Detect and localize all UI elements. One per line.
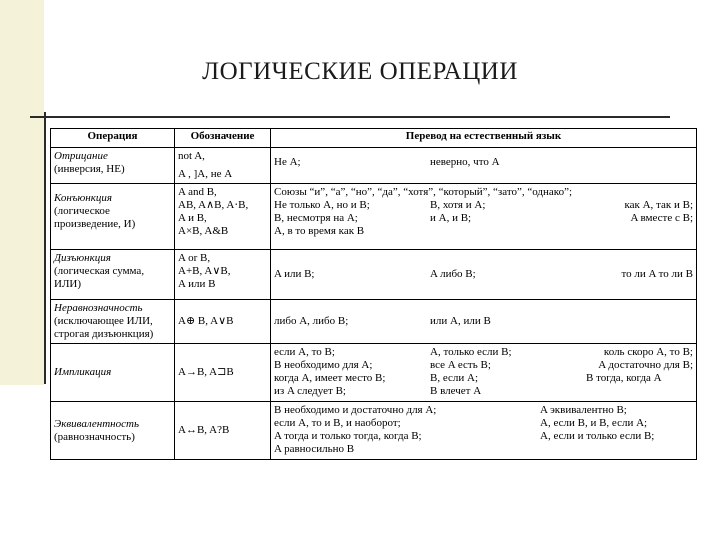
- translation-phrase: если A, то B;: [274, 346, 335, 358]
- translation-phrase: как A, так и B;: [624, 199, 693, 211]
- header-notation: Обозначение: [175, 129, 271, 148]
- notation-line: AB, A∧B, A⋅B,: [178, 199, 249, 211]
- translation-phrase: A, только если B;: [430, 346, 512, 358]
- notation-line: not A,: [178, 150, 205, 162]
- translation-phrase: A достаточно для B;: [598, 359, 693, 371]
- notation-line: A or B,: [178, 252, 211, 264]
- operation-cell: [51, 148, 175, 184]
- translation-phrase: либо A, либо B;: [274, 315, 349, 327]
- translation-phrase: A, если и только если B;: [540, 430, 655, 442]
- translation-phrase: все A есть B;: [430, 359, 491, 371]
- translation-phrase: или A, или B: [430, 315, 491, 327]
- table-row: [51, 344, 697, 402]
- translation-cell: [271, 300, 697, 344]
- translation-phrase: когда A, имеет место B;: [274, 372, 386, 384]
- operation-cell: [51, 344, 175, 402]
- operation-name: Эквивалентность: [54, 417, 139, 430]
- header-operation: Операция: [51, 129, 175, 148]
- translation-phrase: неверно, что A: [430, 156, 500, 168]
- operation-name: Дизъюнкция: [54, 252, 111, 264]
- operations-table: [50, 128, 697, 460]
- translation-phrase: коль скоро A, то B;: [603, 346, 693, 358]
- operation-desc: (равнозначность): [54, 430, 135, 443]
- translation-phrase: B, если A;: [430, 372, 479, 384]
- notation-line: A and B,: [178, 186, 217, 198]
- translation-phrase: A, в то время как B: [274, 225, 365, 237]
- notation-line: A×B, A&B: [178, 225, 229, 237]
- translation-phrase: то ли A то ли B: [621, 268, 693, 280]
- translation-cell: [271, 344, 697, 402]
- translation-phrase: B влечет A: [430, 385, 482, 397]
- translation-phrase: Не A;: [274, 156, 301, 168]
- operation-cell: [51, 300, 175, 344]
- translation-phrase: если A, то и B, и наоборот;: [274, 417, 401, 429]
- notation-cell: [175, 184, 271, 250]
- operation-cell: [51, 184, 175, 250]
- table-header-row: [51, 129, 697, 148]
- header-translation: Перевод на естественный язык: [271, 129, 697, 148]
- translation-phrase: B, несмотря на A;: [274, 212, 358, 224]
- notation-cell: [175, 402, 271, 460]
- operation-desc: (логическая сумма, ИЛИ): [54, 265, 145, 290]
- notation-line: A↔B, A?B: [178, 424, 230, 436]
- notation-line: A или B: [178, 278, 216, 290]
- translation-phrase: A или B;: [274, 268, 315, 280]
- translation-phrase: B тогда, когда A: [586, 372, 662, 384]
- operation-desc: (инверсия, НЕ): [54, 163, 125, 175]
- translation-phrase: A вместе с B;: [630, 212, 693, 224]
- translation-phrase: Не только A, но и B;: [274, 199, 370, 211]
- translation-phrase: A, если B, и B, если A;: [540, 417, 648, 429]
- translation-cell: [271, 148, 697, 184]
- translation-cell: [271, 402, 697, 460]
- translation-phrase: A эквивалентно B;: [540, 404, 627, 416]
- translation-cell: [271, 250, 697, 300]
- operation-desc: (исключающее ИЛИ, строгая дизъюнкция): [54, 315, 154, 340]
- notation-line: A+B, A∨B,: [178, 265, 231, 277]
- table-row: [51, 250, 697, 300]
- operation-cell: [51, 250, 175, 300]
- page-title: ЛОГИЧЕСКИЕ ОПЕРАЦИИ: [202, 58, 518, 85]
- table-row: [51, 300, 697, 344]
- table-row: [51, 402, 697, 460]
- translation-phrase: A равносильно B: [274, 443, 355, 455]
- notation-line: A и B,: [178, 212, 207, 224]
- translation-cell: [271, 184, 697, 250]
- operation-desc: (логическое произведение, И): [54, 205, 136, 230]
- table-row: [51, 184, 697, 250]
- table-row: [51, 148, 697, 184]
- operation-name: Импликация: [54, 366, 112, 378]
- notation-line: A , ]A, не A: [178, 168, 233, 180]
- notation-cell: [175, 250, 271, 300]
- notation-cell: [175, 148, 271, 184]
- translation-phrase: B, хотя и A;: [430, 199, 486, 211]
- translation-phrase: и A, и B;: [430, 212, 472, 224]
- notation-line: A→B, A⊐B: [178, 366, 234, 378]
- notation-line: A⊕ B, A∨B: [178, 315, 234, 327]
- vertical-rule: [44, 112, 46, 384]
- operation-name: Конъюнкция: [54, 192, 113, 204]
- operation-name: Неравнозначность: [54, 302, 143, 314]
- translation-phrase: Союзы “и”, “а”, “но”, “да”, “хотя”, “который”, “зато”, “однако”;: [274, 186, 573, 198]
- notation-cell: [175, 344, 271, 402]
- translation-phrase: B необходимо и достаточно для A;: [274, 404, 437, 416]
- operation-name: Отрицание: [54, 150, 108, 162]
- translation-phrase: из A следует B;: [274, 385, 346, 397]
- horizontal-rule: [30, 116, 670, 118]
- translation-phrase: B необходимо для A;: [274, 359, 373, 371]
- notation-cell: [175, 300, 271, 344]
- translation-phrase: A тогда и только тогда, когда B;: [274, 430, 422, 442]
- operation-cell: [51, 402, 175, 460]
- translation-phrase: A либо B;: [430, 268, 476, 280]
